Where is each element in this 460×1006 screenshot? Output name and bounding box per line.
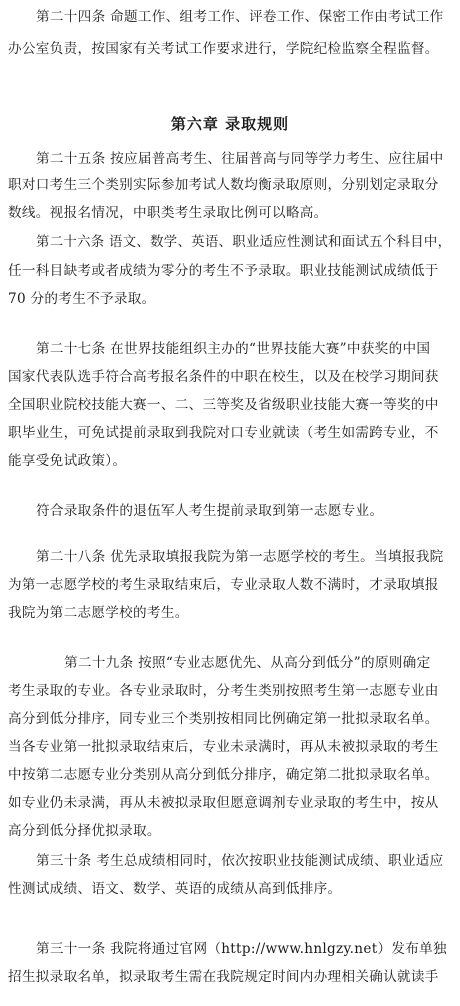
text-line: 考生录取的专业。各专业录取时，分考生类别按照考生第一志愿专业由	[8, 683, 439, 699]
text-line: 符合录取条件的退伍军人考生提前录取到第一志愿专业。	[36, 503, 384, 519]
text-line: 高分到低分排序，同专业三个类别按相同比例确定第一批拟录取名单。	[8, 711, 439, 727]
text-line: 职对口考生三个类别实际参加考试人数均衡录取原则，分别划定录取分	[8, 177, 439, 193]
chapter-heading: 第六章 录取规则	[170, 115, 290, 133]
text-line: 第三十条 考生总成绩相同时，依次按职业技能测试成绩、职业适应	[36, 853, 444, 869]
text-line: 高分到低分择优拟录取。	[8, 823, 161, 839]
text-line: 国家代表队选手符合高考报名条件的中职在校生，以及在校学习期间获	[8, 369, 439, 385]
text-line: 为第一志愿学校的考生录取结束后，专业录取人数不满时，才录取填报	[8, 577, 439, 593]
text-line: 当各专业第一批拟录取结束后，专业未录满时，再从未被拟录取的考生	[8, 739, 439, 755]
text-line: 第三十一条 我院将通过官网（http://www.hnlgzy.net）发布单独	[36, 941, 447, 957]
text-line: 办公室负责，按国家有关考试工作要求进行，学院纪检监察全程监督。	[8, 41, 439, 57]
text-line: 70 分的考生不予录取。	[8, 291, 156, 307]
text-line: 职毕业生，可免试提前录取到我院对口专业就读（考生如需跨专业，不	[8, 425, 439, 441]
text-line: 中按第二志愿专业分类别从高分到低分排序，确定第二批拟录取名单。	[8, 767, 439, 783]
text-line: 第二十九条 按照“专业志愿优先、从高分到低分”的原则确定	[64, 655, 431, 671]
text-line: 第二十五条 按应届普高考生、往届普高与同等学力考生、应往届中	[36, 151, 444, 167]
text-line: 如专业仍未录满，再从未被拟录取但愿意调剂专业录取的考生中，按从	[8, 795, 439, 811]
text-line: 我院为第二志愿学校的考生。	[8, 605, 189, 621]
text-line: 第二十七条 在世界技能组织主办的“世界技能大赛”中获奖的中国	[36, 341, 431, 357]
text-line: 任一科目缺考或者成绩为零分的考生不予录取。职业技能测试成绩低于	[8, 263, 439, 279]
text-line: 第二十四条 命题工作、组考工作、评卷工作、保密工作由考试工作	[36, 9, 444, 25]
text-line: 数线。视报名情况，中职类考生录取比例可以略高。	[8, 205, 328, 221]
text-line: 第二十八条 优先录取填报我院为第一志愿学校的考生。当填报我院	[36, 549, 444, 565]
text-line: 第二十六条 语文、数学、英语、职业适应性测试和面试五个科目中，	[36, 235, 452, 250]
text-line: 全国职业院校技能大赛一、二、三等奖及省级职业技能大赛一等奖的中	[8, 397, 439, 413]
text-line: 能享受免试政策）。	[8, 453, 127, 469]
text-line: 性测试成绩、语文、数学、英语的成绩从高到低排序。	[8, 881, 342, 897]
text-line: 招生拟录取名单，拟录取考生需在我院规定时间内办理相关确认就读手	[8, 969, 439, 985]
